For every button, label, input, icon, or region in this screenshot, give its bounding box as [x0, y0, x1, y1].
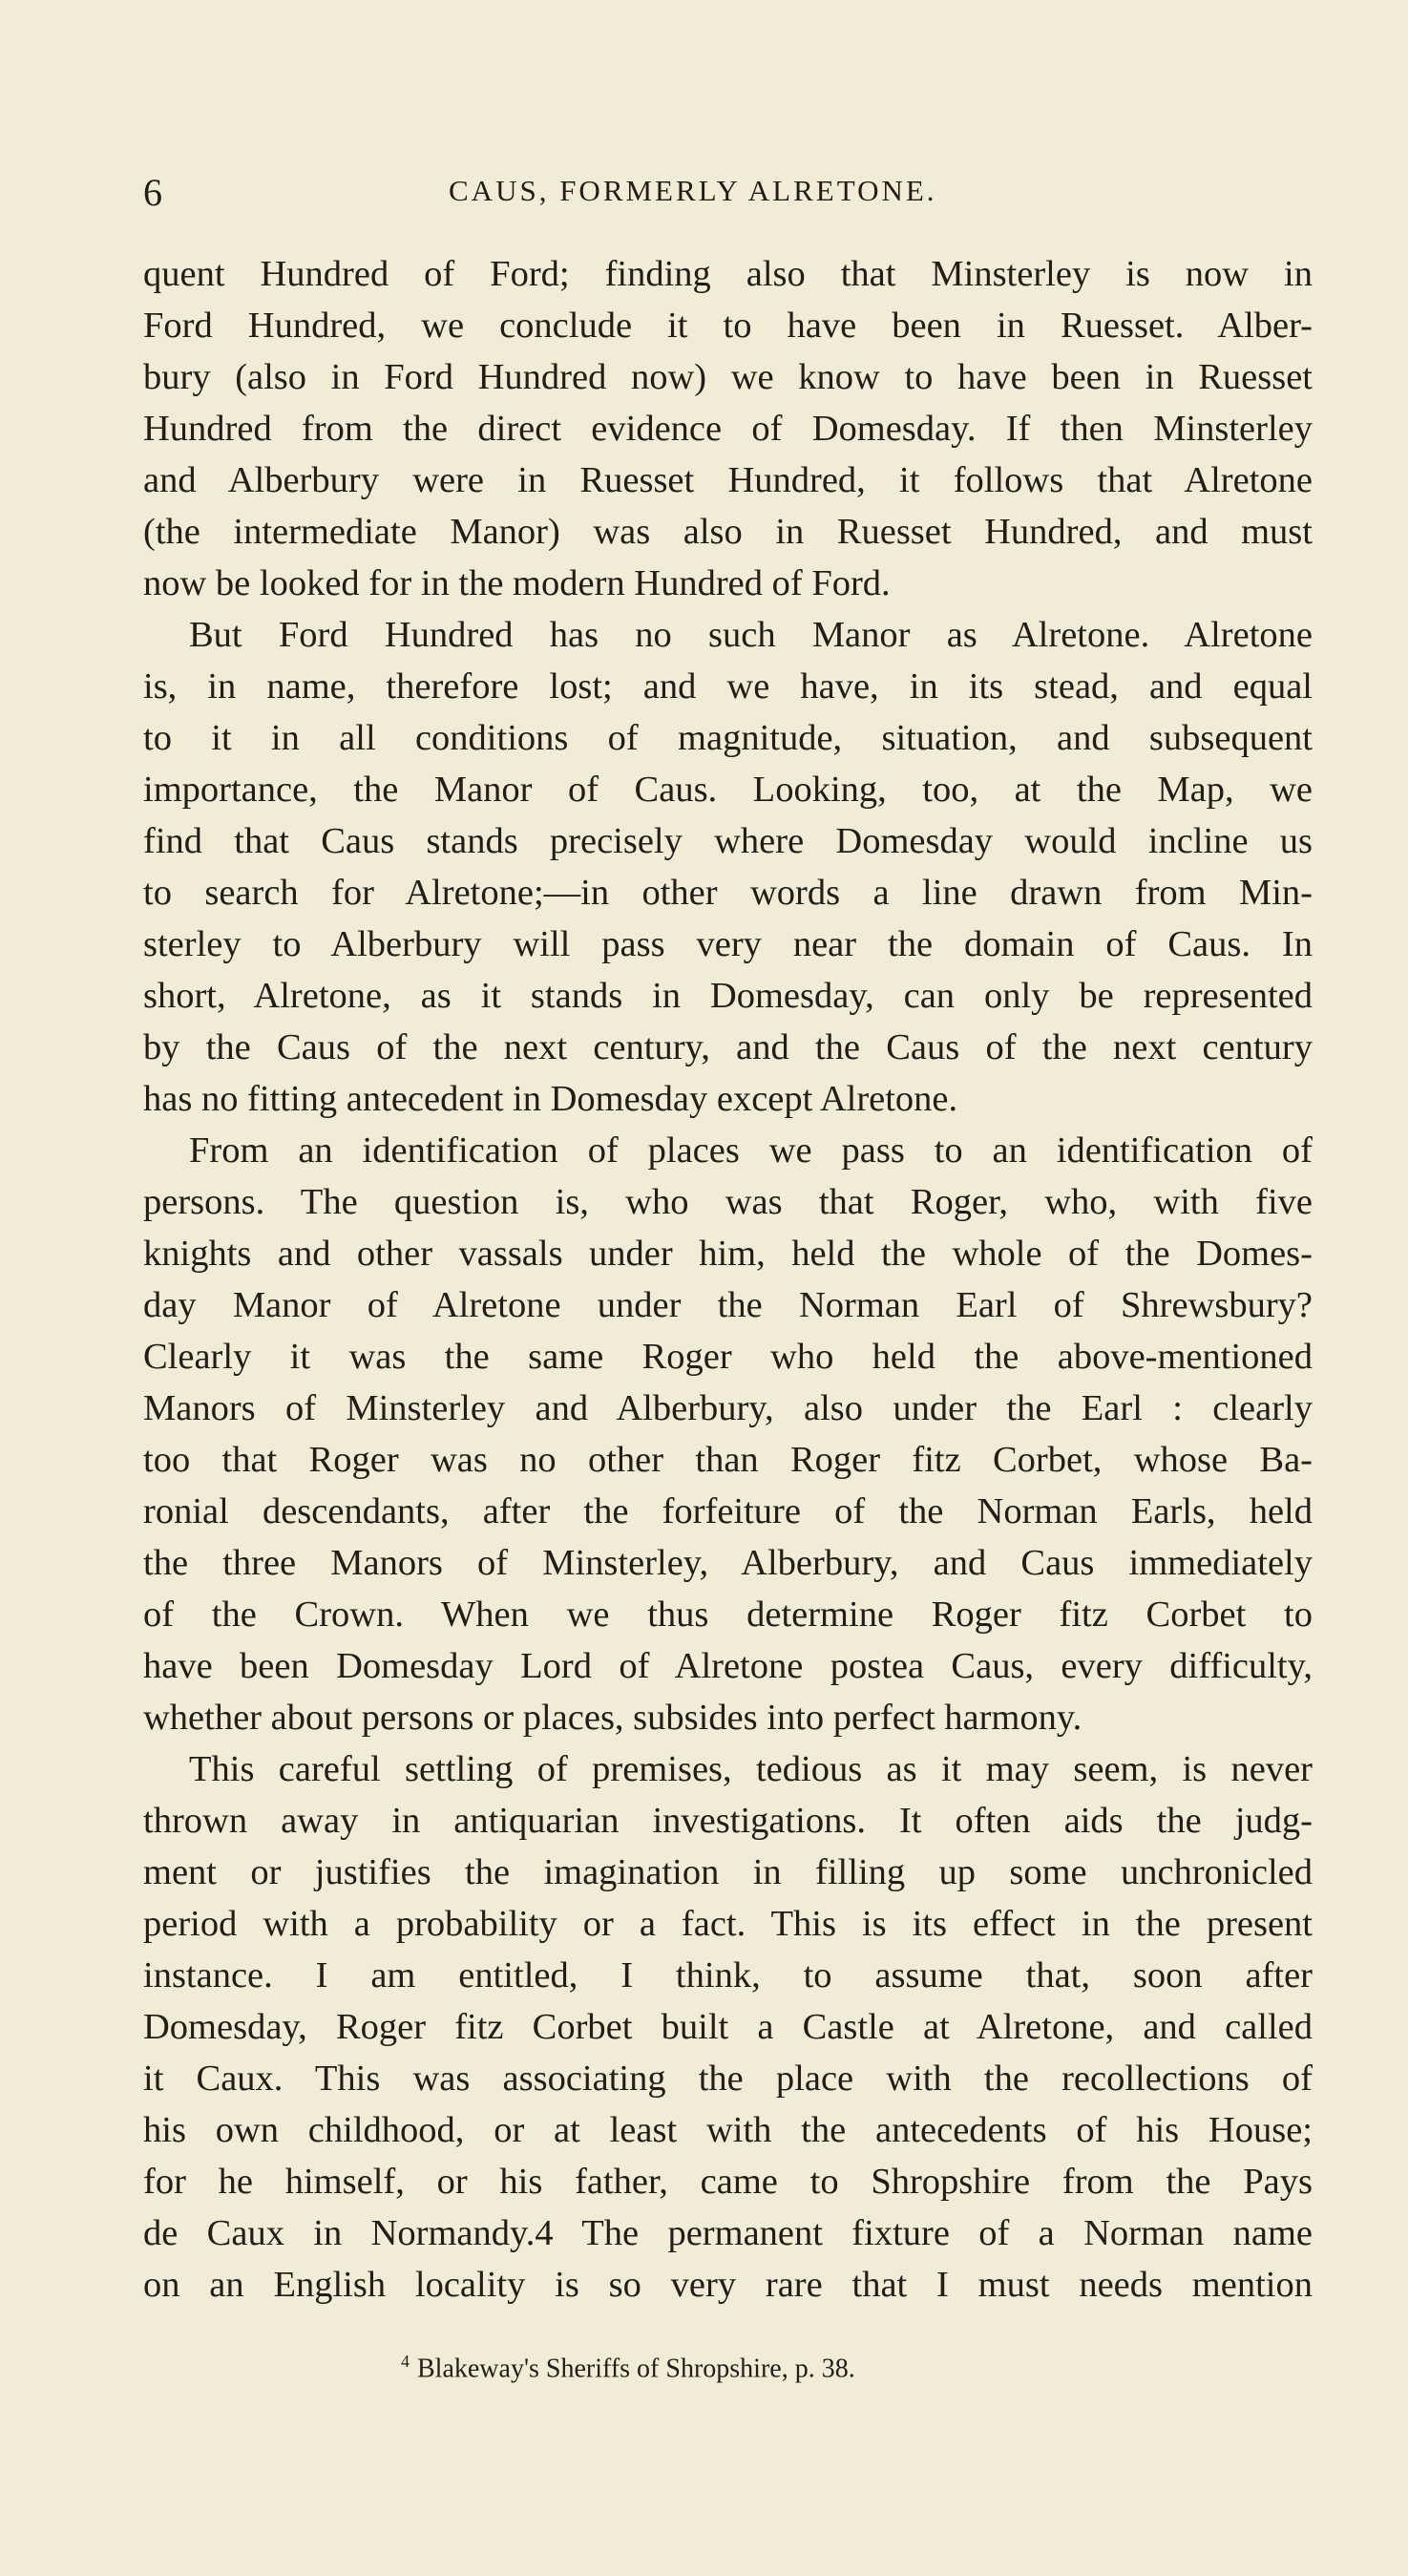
text-line: From an identification of places we pass to an identification of: [189, 1130, 1313, 1171]
text-line: for he himself, or his father, came to Shropshire from the Pays: [143, 2162, 1313, 2202]
text-line: persons. The question is, who was that Roger, who, with five: [143, 1182, 1313, 1222]
text-line: of the Crown. When we thus determine Roger fitz Corbet to: [143, 1594, 1313, 1635]
text-line: is, in name, therefore lost; and we have, in its stead, and equal: [143, 666, 1313, 707]
text-line: But Ford Hundred has no such Manor as Alretone. Alretone: [189, 615, 1313, 655]
text-line: de Caux in Normandy.4 The permanent fixture of a Norman name: [143, 2213, 1313, 2253]
body-text: [143, 248, 1313, 2311]
text-line: by the Caus of the next century, and the Caus of the next century: [143, 1027, 1313, 1067]
text-line: his own childhood, or at least with the antecedents of his House;: [143, 2110, 1313, 2150]
text-line: whether about persons or places, subsides into perfect harmony.: [143, 1698, 1082, 1738]
text-line: to search for Alretone;—in other words a line drawn from Min-: [143, 873, 1313, 913]
text-line: to it in all conditions of magnitude, situation, and subsequent: [143, 718, 1313, 758]
text-line: sterley to Alberbury will pass very near the domain of Caus. In: [143, 924, 1313, 964]
text-line: instance. I am entitled, I think, to assume that, soon after: [143, 1955, 1313, 1995]
text-line: period with a probability or a fact. This is its effect in the present: [143, 1904, 1313, 1944]
text-line: thrown away in antiquarian investigations. It often aids the judg-: [143, 1801, 1313, 1841]
page-header: [143, 170, 1313, 218]
text-line: on an English locality is so very rare that I must needs mention: [143, 2265, 1313, 2305]
text-line: Ford Hundred, we conclude it to have been in Ruesset. Alber-: [143, 306, 1313, 346]
text-line: day Manor of Alretone under the Norman Earl of Shrewsbury?: [143, 1285, 1313, 1325]
text-line: quent Hundred of Ford; finding also that Minsterley is now in: [143, 254, 1313, 294]
text-line: it Caux. This was associating the place with the recollections of: [143, 2059, 1313, 2099]
footnote: [401, 2352, 855, 2384]
text-line: Manors of Minsterley and Alberbury, also under the Earl : clearly: [143, 1388, 1313, 1428]
text-line: Clearly it was the same Roger who held the above-mentioned: [143, 1337, 1313, 1377]
text-line: ment or justifies the imagination in filling up some unchronicled: [143, 1852, 1313, 1892]
footnote-text: Blakeway's Sheriffs of Shropshire, p. 38.: [417, 2354, 855, 2384]
text-line: ronial descendants, after the forfeiture of the Norman Earls, held: [143, 1491, 1313, 1531]
text-line: too that Roger was no other than Roger fitz Corbet, whose Ba-: [143, 1440, 1313, 1480]
text-line: and Alberbury were in Ruesset Hundred, it follows that Alretone: [143, 460, 1313, 500]
text-line: the three Manors of Minsterley, Alberbury, and Caus immediately: [143, 1543, 1313, 1583]
text-line: Hundred from the direct evidence of Domesday. If then Minsterley: [143, 409, 1313, 449]
running-head: CAUS, FORMERLY ALRETONE.: [449, 174, 937, 207]
text-line: find that Caus stands precisely where Domesday would incline us: [143, 821, 1313, 861]
text-line: now be looked for in the modern Hundred of Ford.: [143, 563, 891, 603]
text-line: knights and other vassals under him, held the whole of the Domes-: [143, 1234, 1313, 1274]
text-line: has no fitting antecedent in Domesday except Alretone.: [143, 1079, 958, 1119]
footnote-mark: 4: [401, 2352, 410, 2371]
text-line: short, Alretone, as it stands in Domesday, can only be represented: [143, 976, 1313, 1016]
text-line: (the intermediate Manor) was also in Ruesset Hundred, and must: [143, 512, 1313, 552]
text-line: Domesday, Roger fitz Corbet built a Castle at Alretone, and called: [143, 2007, 1313, 2047]
text-line: This careful settling of premises, tedious as it may seem, is never: [189, 1749, 1313, 1789]
text-line: bury (also in Ford Hundred now) we know to have been in Ruesset: [143, 357, 1313, 397]
page-number: 6: [143, 171, 162, 214]
text-line: importance, the Manor of Caus. Looking, too, at the Map, we: [143, 770, 1313, 810]
text-line: have been Domesday Lord of Alretone postea Caus, every difficulty,: [143, 1646, 1313, 1686]
